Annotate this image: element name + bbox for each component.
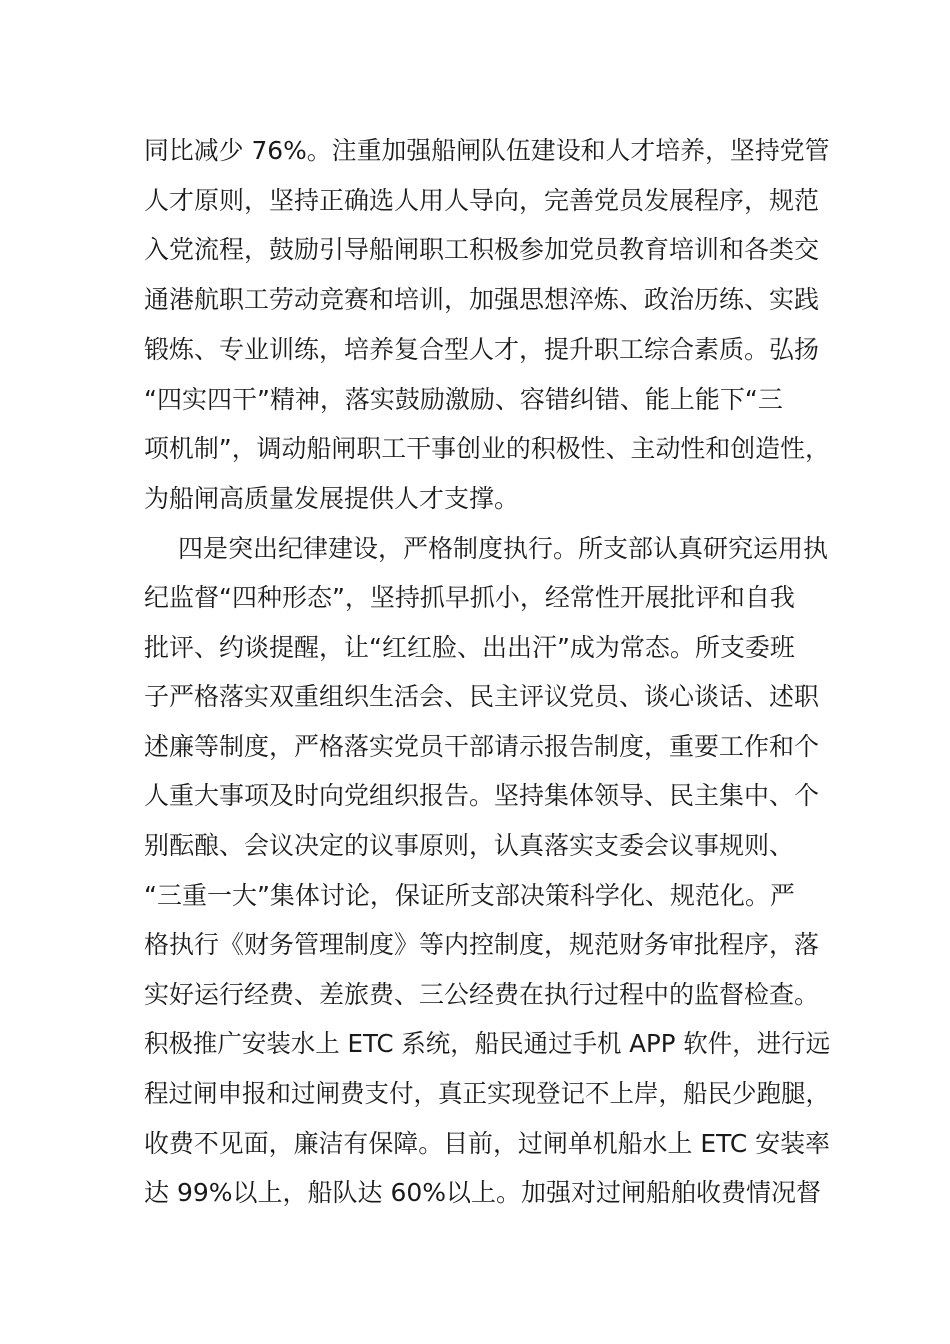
text-line: “三重一大”集体讨论，保证所支部决策科学化、规范化。严 [144, 881, 795, 910]
text-line: 批评、约谈提醒，让“红红脸、出出汗”成为常态。所支委班 [144, 633, 795, 662]
text-line: 通港航职工劳动竞赛和培训，加强思想淬炼、政治历练、实践 [144, 285, 820, 314]
text-line: 程过闸申报和过闸费支付，真正实现登记不上岸，船民少跑腿， [144, 1079, 831, 1108]
text-line: 人才原则，坚持正确选人用人导向，完善党员发展程序，规范 [144, 186, 820, 215]
text-line: 纪监督“四种形态”，坚持抓早抓小，经常性开展批评和自我 [144, 583, 795, 612]
text-line: 述廉等制度，严格落实党员干部请示报告制度，重要工作和个 [144, 732, 820, 761]
text-line: 人重大事项及时向党组织报告。坚持集体领导、民主集中、个 [144, 781, 820, 810]
text-line: 为船闸高质量发展提供人才支撑。 [144, 484, 520, 513]
text-line: 锻炼、专业训练，培养复合型人才，提升职工综合素质。弘扬 [144, 335, 820, 364]
text-line: 格执行《财务管理制度》等内控制度，规范财务审批程序，落 [144, 930, 820, 959]
text-line: “四实四干”精神，落实鼓励激励、容错纠错、能上能下“三 [144, 385, 783, 414]
paragraph-first-line: 四是突出纪律建设，严格制度执行。所支部认真研究运用执 [178, 534, 829, 563]
text-line: 实好运行经费、差旅费、三公经费在执行过程中的监督检查。 [144, 980, 820, 1009]
text-line: 达 99%以上，船队达 60%以上。加强对过闸船舶收费情况督 [144, 1178, 822, 1207]
text-line: 别酝酿、会议决定的议事原则，认真落实支委会议事规则、 [144, 831, 795, 860]
text-line: 子严格落实双重组织生活会、民主评议党员、谈心谈话、述职 [144, 682, 820, 711]
text-line: 积极推广安装水上 ETC 系统，船民通过手机 APP 软件，进行远 [144, 1029, 831, 1058]
text-line: 入党流程，鼓励引导船闸职工积极参加党员教育培训和各类交 [144, 235, 820, 264]
text-line: 收费不见面，廉洁有保障。目前，过闸单机船水上 ETC 安装率 [144, 1129, 830, 1158]
text-line: 项机制”，调动船闸职工干事创业的积极性、主动性和创造性， [144, 434, 830, 463]
text-line: 同比减少 76%。注重加强船闸队伍建设和人才培养，坚持党管 [144, 136, 830, 165]
